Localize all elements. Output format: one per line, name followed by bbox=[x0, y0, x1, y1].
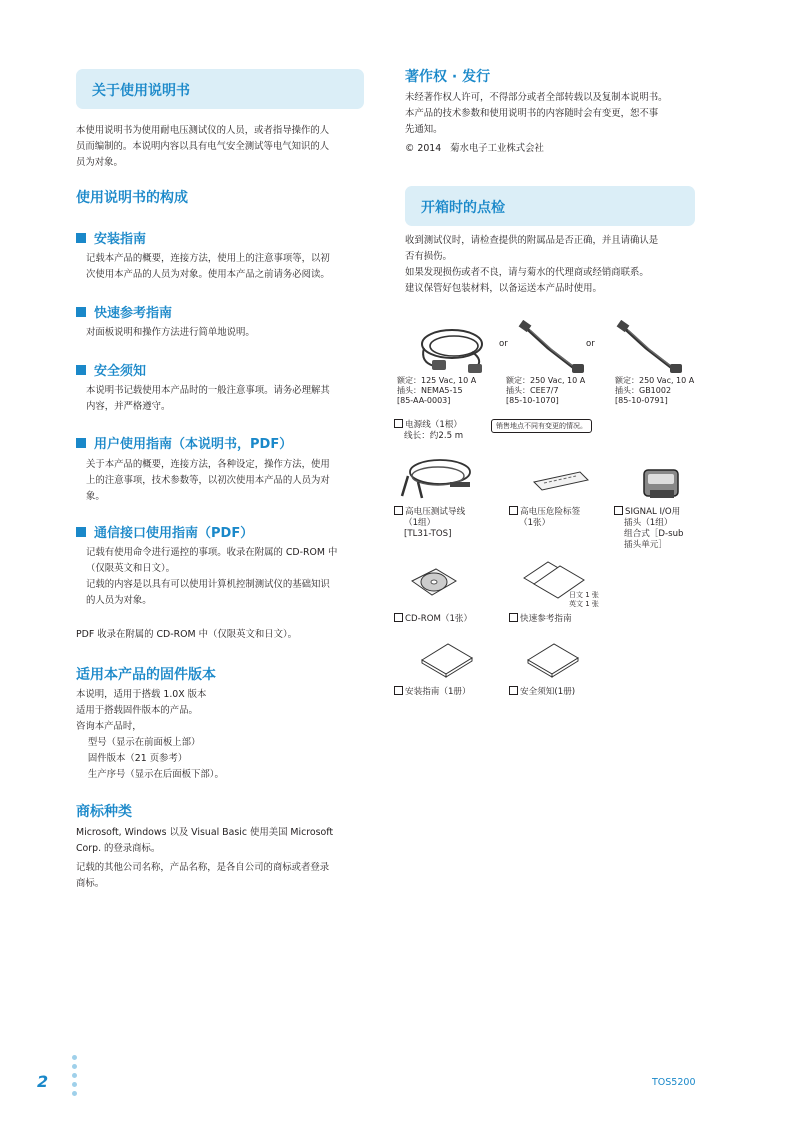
signal-plug-item: SIGNAL I/O用 插头（1组） 组合式［D-sub 插头单元］ bbox=[614, 506, 683, 551]
quick-guide-item: 快速参考指南 bbox=[509, 613, 572, 625]
install-guide-item: 安装指南（1册） bbox=[394, 686, 471, 698]
copyright-text: 未经著作权人许可，不得部分或者全部转载以及复制本说明书。 本产品的技术参数和使用说明书的内容随时会有变更，恕不事 先通知。 © 2014 菊水电子工业株式会社 bbox=[405, 92, 668, 154]
warning-label-item: 高电压危险标签 （1张） bbox=[509, 506, 580, 529]
section-text: 本说明书记载使用本产品时的一般注意事项。请务必理解其 内容，并严格遵守。 bbox=[86, 385, 330, 412]
firmware-text: 本说明，适用于搭载 1.0X 版本 适用于搭载固件版本的产品。 咨询本产品时， 型号（显示在前面板上部） 固件版本（21 页参考） 生产序号（显示在后面板下部）。 bbox=[76, 689, 224, 780]
square-bullet-icon bbox=[76, 365, 86, 375]
or-label: or bbox=[586, 339, 595, 349]
section-title: 通信接口使用指南（PDF） bbox=[76, 522, 253, 541]
unpack-title: 开箱时的点检 bbox=[421, 200, 505, 216]
power-cord-nema-icon bbox=[412, 322, 490, 376]
safety-booklet-item: 安全须知(1册) bbox=[509, 686, 575, 698]
composition-title: 使用说明书的构成 bbox=[76, 190, 188, 206]
square-bullet-icon bbox=[76, 307, 86, 317]
test-leads-icon bbox=[398, 452, 478, 502]
section-text: 关于本产品的概要，连接方法，各种设定，操作方法，使用 上的注意事项，技术参数等，以初次使用本产品的人员为对 象。 bbox=[86, 459, 330, 502]
or-label: or bbox=[499, 339, 508, 349]
section-title: 用户使用指南（本说明书，PDF） bbox=[76, 433, 292, 452]
pdf-note: PDF 收录在附属的 CD-ROM 中（仅限英文和日文）。 bbox=[76, 629, 298, 640]
decor-dot bbox=[72, 1082, 77, 1087]
install-guide-book-icon bbox=[418, 640, 476, 680]
quick-guide-lang: 日文 1 张 英文 1 张 bbox=[569, 591, 599, 608]
cd-rom-item: CD-ROM（1张） bbox=[394, 613, 472, 625]
square-bullet-icon bbox=[76, 438, 86, 448]
section-title: 安全须知 bbox=[76, 360, 146, 379]
section-title: 安装指南 bbox=[76, 228, 146, 247]
section-text: 对面板说明和操作方法进行简单地说明。 bbox=[86, 327, 255, 338]
power-cord-gb-icon bbox=[616, 320, 686, 376]
checkbox-icon bbox=[394, 613, 403, 622]
firmware-title: 适用本产品的固件版本 bbox=[76, 667, 216, 683]
checkbox-icon bbox=[509, 613, 518, 622]
cord-spec: 额定：125 Vac, 10 A 插头：NEMA5-15 [85-AA-0003] bbox=[397, 376, 477, 405]
test-leads-item: 高电压测试导线 （1组） [TL31-TOS] bbox=[394, 506, 465, 540]
checkbox-icon bbox=[614, 506, 623, 515]
cd-rom-icon bbox=[408, 565, 460, 601]
sales-note: 销售地点不同有变更的情况。 bbox=[491, 419, 592, 433]
about-banner bbox=[76, 69, 364, 109]
square-bullet-icon bbox=[76, 233, 86, 243]
checkbox-icon bbox=[394, 419, 403, 428]
model-name: TOS5200 bbox=[652, 1077, 696, 1088]
about-text: 本使用说明书为使用耐电压测试仪的人员，或者指导操作的人 员而编制的。本说明内容以具有电气安全测试等电气知识的人 员为对象。 bbox=[76, 125, 330, 168]
dsub-connector-icon bbox=[640, 464, 686, 504]
unpack-text: 收到测试仪时，请检查提供的附属品是否正确，并且请确认是 否有损伤。 如果发现损伤或者不良，请与菊水的代理商或经销商联系。 建议保管好包装材料，以备运送本产品时使用。 bbox=[405, 235, 659, 294]
decor-dot bbox=[72, 1091, 77, 1096]
section-text: 记载本产品的概要，连接方法，使用上的注意事项等，以初 次使用本产品的人员为对象。使用本产品之前请务必阅读。 bbox=[86, 253, 330, 280]
copyright-title: 著作权 · 发行 bbox=[405, 69, 491, 85]
section-text: 记载有使用命令进行遥控的事项。收录在附属的 CD-ROM 中 （仅限英文和日文）。 记载的内容是以具有可以使用计算机控制测试仪的基础知识 的人员为对象。 bbox=[86, 547, 338, 606]
decor-dot bbox=[72, 1064, 77, 1069]
section-title: 快速参考指南 bbox=[76, 302, 172, 321]
decor-dot bbox=[72, 1073, 77, 1078]
safety-booklet-icon bbox=[524, 640, 582, 680]
warning-label-icon bbox=[530, 468, 590, 494]
cord-spec: 额定：250 Vac, 10 A 插头：CEE7/7 [85-10-1070] bbox=[506, 376, 586, 405]
square-bullet-icon bbox=[76, 527, 86, 537]
checkbox-icon bbox=[394, 506, 403, 515]
power-cord-item: 电源线（1根） 线长：约2.5 m bbox=[394, 419, 463, 442]
checkbox-icon bbox=[394, 686, 403, 695]
decor-dot bbox=[72, 1055, 77, 1060]
checkbox-icon bbox=[509, 506, 518, 515]
checkbox-icon bbox=[509, 686, 518, 695]
unpack-banner bbox=[405, 186, 695, 226]
page-number: 2 bbox=[37, 1072, 49, 1091]
power-cord-cee-icon bbox=[518, 320, 588, 376]
trademark-title: 商标种类 bbox=[76, 804, 132, 820]
about-title: 关于使用说明书 bbox=[92, 83, 190, 99]
cord-spec: 额定：250 Vac, 10 A 插头：GB1002 [85-10-0791] bbox=[615, 376, 695, 405]
trademark-text: Microsoft, Windows 以及 Visual Basic 使用美国 Microsoft Corp. 的登录商标。 记载的其他公司名称，产品名称，是各自公司的商标或者登录 商标。 bbox=[76, 827, 334, 889]
